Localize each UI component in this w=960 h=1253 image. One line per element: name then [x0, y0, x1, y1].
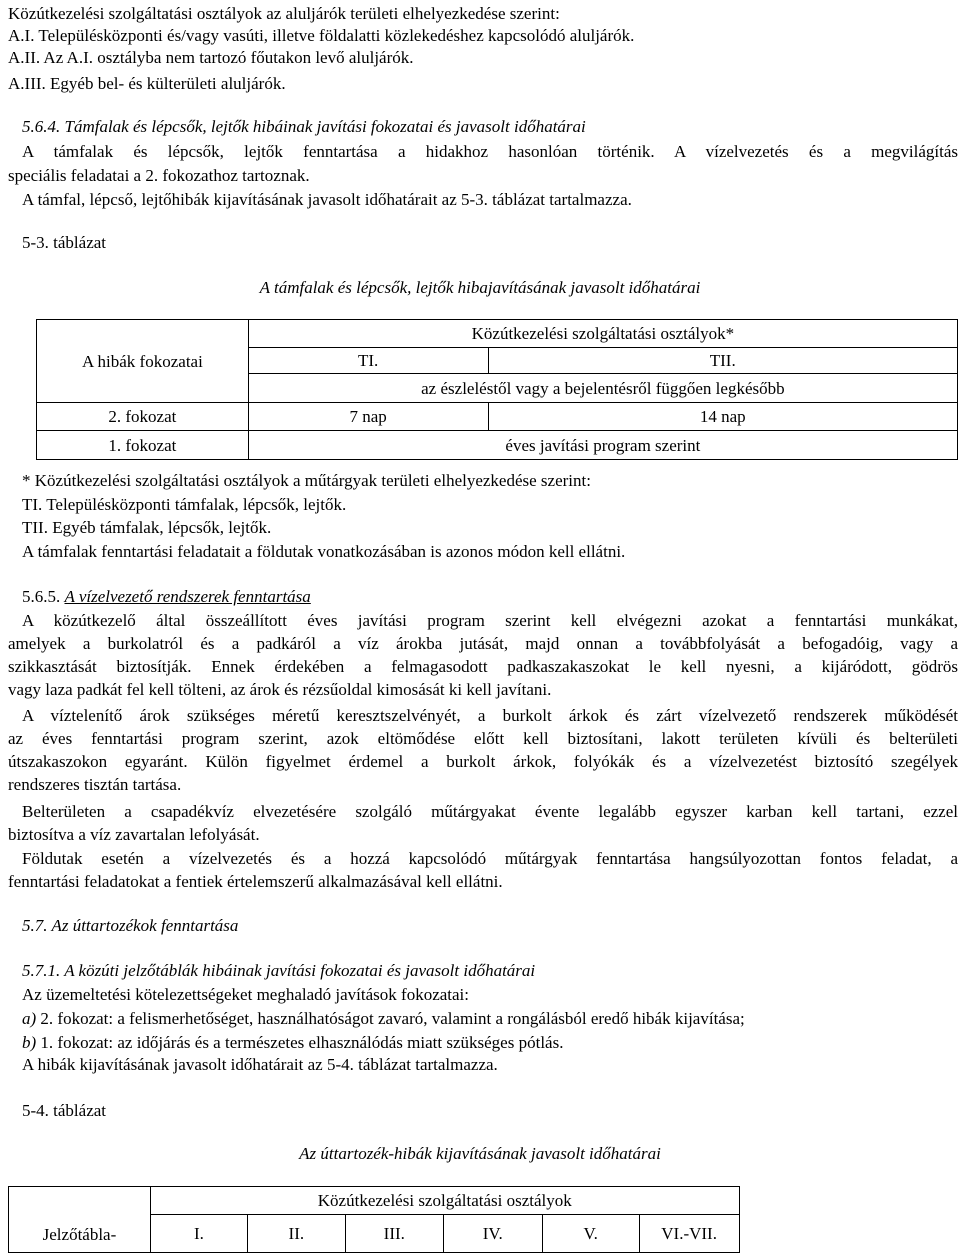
table-53-cell-level: 1. fokozat [37, 431, 249, 460]
table-54-empty-cell [739, 1215, 958, 1253]
section-565-paragraph-3: Belterületen a csapadékvíz elvezetésére szolgáló műtárgyakat évente legalább egyszer karban kell tartani, ezzel biztosítva a víz zavartalan lefolyását. [8, 802, 958, 844]
table-54-col-6: VI.-VII. [639, 1215, 739, 1253]
intro-line-4: A.III. Egyéb bel- és külterületi aluljárók. [8, 74, 286, 93]
table-53-col-t1: TI. [248, 348, 488, 374]
table-54-col-4: IV. [443, 1215, 542, 1253]
table-53-row-header: A hibák fokozatai [37, 320, 249, 403]
table-54-col-group: Közútkezelési szolgáltatási osztályok [150, 1187, 739, 1215]
table-53-col-group: Közútkezelési szolgáltatási osztályok* [248, 320, 957, 348]
section-571-intro: Az üzemeltetési kötelezettségeket meghaladó javítások fokozatai: [22, 985, 470, 1004]
table-53-label: 5-3. táblázat [22, 233, 107, 252]
table-53-cell-level: 2. fokozat [37, 403, 249, 431]
section-571-item-a: a) 2. fokozat: a felismerhetőséget, használhatóságot zavaró, valamint a rongálásból eredő hibák kijavítása; [22, 1009, 745, 1028]
section-565-paragraph-1: A közútkezelő által összeállított éves javítási program szerint kell elvégezni azokat a fenntartási munkákat, amelyek a burkolatról és a padkáról a víz árokba jutását, majd onnan a továbbfolyását a befogadóig, vagy a szikkasztását biztosítják. Ennek érdekében a felmagasodott padkaszakaszokat le kell nyesni, a kijáródott, gödrös vagy laza padkát fel kell tölteni, az árok és rézsűoldal kimosását ki kell javítani. [8, 611, 958, 699]
table-53-note-2: TI. Településközponti támfalak, lépcsők, lejtők. [22, 495, 347, 514]
table-row [37, 403, 958, 431]
table-53-cell-both: éves javítási program szerint [248, 431, 957, 460]
section-565-heading [8, 585, 960, 608]
table-53-cell-t2: 14 nap [488, 403, 957, 431]
section-571-item-b: b) 1. fokozat: az időjárás és a természetes elhasználódás miatt szükséges pótlás. [22, 1033, 564, 1052]
table-54-empty-cell [739, 1187, 958, 1215]
table-53-title: A támfalak és lépcsők, lejtők hibajavításának javasolt időhatárai [259, 278, 701, 297]
table-row [37, 431, 958, 460]
table-54-title: Az úttartozék-hibák kijavításának javasolt időhatárai [299, 1144, 661, 1163]
table-53-col-t2: TII. [488, 348, 957, 374]
section-565-number: 5.6.5. [22, 587, 61, 606]
table-54-col-5: V. [542, 1215, 639, 1253]
intro-line-2: A.I. Településközponti és/vagy vasúti, illetve földalatti közlekedéshez kapcsolódó aluljárók. [8, 26, 635, 45]
section-564-heading: 5.6.4. Támfalak és lépcsők, lejtők hibáinak javítási fokozatai és javasolt időhatárai [22, 117, 586, 136]
section-565-paragraph-2: A víztelenítő árok szükséges méretű keresztszelvényét, a burkolt árkok és zárt vízelvezető rendszerek működését az éves fenntartási program szerint, azok eltömődése előtt kell biztosítani, lakott területen kívüli és belterületi útszakaszokon egyaránt. Külön figyelmet érdemel a burkolt árkok, folyókák és a vízelvezetést biztosító szegélyek rendszeres tisztán tartása. [8, 706, 958, 794]
section-565-title: A vízelvezető rendszerek fenntartása [64, 587, 311, 606]
table-54-col-2: II. [247, 1215, 345, 1253]
section-565-paragraph-4: Földutak esetén a vízelvezetés és a hozzá kapcsolódó műtárgyak fenntartása hangsúlyozottan fontos feladat, a fenntartási feladatokat a fentiek értelemszerű alkalmazásával kell ellátni. [8, 849, 958, 891]
table-53-note-3: TII. Egyéb támfalak, lépcsők, lejtők. [22, 518, 272, 537]
section-564-paragraph-1-line-1: A támfalak és lépcsők, lejtők fenntartása a hidakhoz hasonlóan történik. A vízelvezetés és a megvilágítás [22, 142, 958, 161]
table-54-row-header: Jelzőtábla- [9, 1187, 151, 1253]
section-571-ref: A hibák kijavításának javasolt időhatárait az 5-4. táblázat tartalmazza. [22, 1055, 498, 1074]
table-53 [36, 319, 958, 460]
table-54 [8, 1186, 958, 1253]
table-54-col-3: III. [345, 1215, 443, 1253]
table-53-cell-t1: 7 nap [248, 403, 488, 431]
section-57-heading: 5.7. Az úttartozékok fenntartása [22, 916, 239, 935]
section-564-paragraph-2: A támfal, lépcső, lejtőhibák kijavításának javasolt időhatárait az 5-3. táblázat tartalmazza. [22, 190, 632, 209]
section-571-heading: 5.7.1. A közúti jelzőtáblák hibáinak javítási fokozatai és javasolt időhatárai [22, 961, 536, 980]
table-53-subheader: az észleléstől vagy a bejelentésről függően legkésőbb [248, 374, 957, 403]
table-53-note-4: A támfalak fenntartási feladatait a földutak vonatkozásában is azonos módon kell ellátni. [22, 542, 626, 561]
table-54-label: 5-4. táblázat [22, 1101, 107, 1120]
section-564-paragraph-1-line-2: speciális feladatai a 2. fokozathoz tartoznak. [8, 166, 310, 185]
table-53-note-1: * Közútkezelési szolgáltatási osztályok a műtárgyak területi elhelyezkedése szerint: [22, 471, 591, 490]
intro-line-3: A.II. Az A.I. osztályba nem tartozó főutakon levő aluljárók. [8, 48, 414, 67]
intro-line-1: Közútkezelési szolgáltatási osztályok az aluljárók területi elhelyezkedése szerint: [8, 4, 560, 23]
table-54-col-1: I. [150, 1215, 247, 1253]
